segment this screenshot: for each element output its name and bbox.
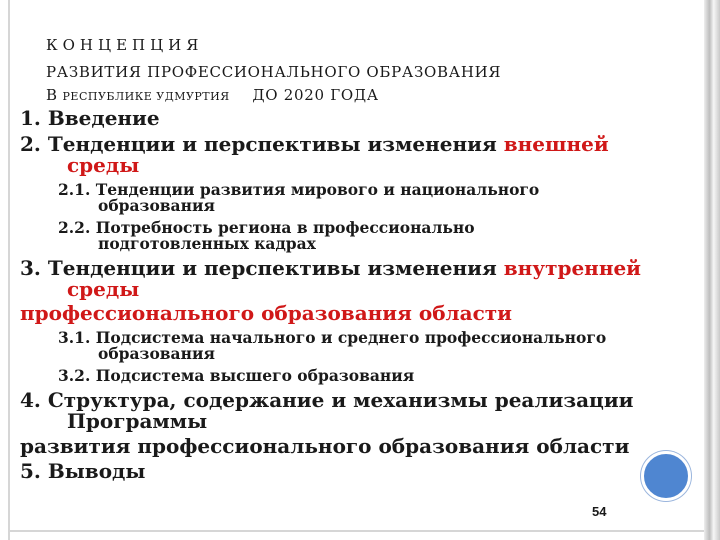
outline-item-2-1: 2.1. Тенденции развития мирового и национального	[58, 180, 540, 199]
outline-item-3-highlight-line: профессионального образования области	[20, 301, 513, 325]
outline-item-2-2-continuation: подготовленных кадрах	[98, 234, 316, 253]
outline-item-3-1: 3.1. Подсистема начального и среднего профессионального	[58, 328, 607, 347]
outline-item-3-2: 3.2. Подсистема высшего образования	[58, 366, 415, 385]
slide-right-decor-bar	[704, 0, 720, 540]
title-line-1: КОНЦЕПЦИЯ	[46, 36, 204, 54]
outline-item-2-1-continuation: образования	[98, 196, 215, 215]
outline-item-3-1-continuation: образования	[98, 344, 215, 363]
outline-item-4-line-3: развития профессионального образования области	[20, 434, 630, 458]
decorative-circle	[641, 451, 691, 501]
title-line-3-prefix: В	[46, 86, 58, 104]
title-line-3-suffix: ДО 2020 ГОДА	[252, 86, 379, 104]
outline-item-2-2: 2.2. Потребность региона в профессионально	[58, 218, 475, 237]
slide-bottom-border	[8, 530, 720, 532]
outline-item-4-continuation: Программы	[67, 409, 208, 433]
outline-item-2-highlight: внешней	[503, 132, 609, 156]
slide-left-border	[8, 0, 10, 540]
outline-item-4: 4. Структура, содержание и механизмы реализации	[20, 388, 634, 412]
outline-item-3-continuation: среды	[67, 277, 140, 301]
outline-item-3-highlight: внутренней	[503, 256, 642, 280]
outline-item-2-continuation: среды	[67, 153, 140, 177]
outline-item-1: 1. Введение	[20, 106, 160, 130]
outline-item-3-text: 3. Тенденции и перспективы изменения	[20, 256, 504, 280]
page-number: 54	[592, 504, 607, 519]
title-line-2: РАЗВИТИЯ ПРОФЕССИОНАЛЬНОГО ОБРАЗОВАНИЯ	[46, 63, 502, 81]
title-line-3-small: РЕСПУБЛИКЕ УДМУРТИЯ	[62, 90, 230, 103]
outline-item-2-text: 2. Тенденции и перспективы изменения	[20, 132, 504, 156]
outline-item-5: 5. Выводы	[20, 459, 146, 483]
title-line-3	[46, 86, 379, 104]
